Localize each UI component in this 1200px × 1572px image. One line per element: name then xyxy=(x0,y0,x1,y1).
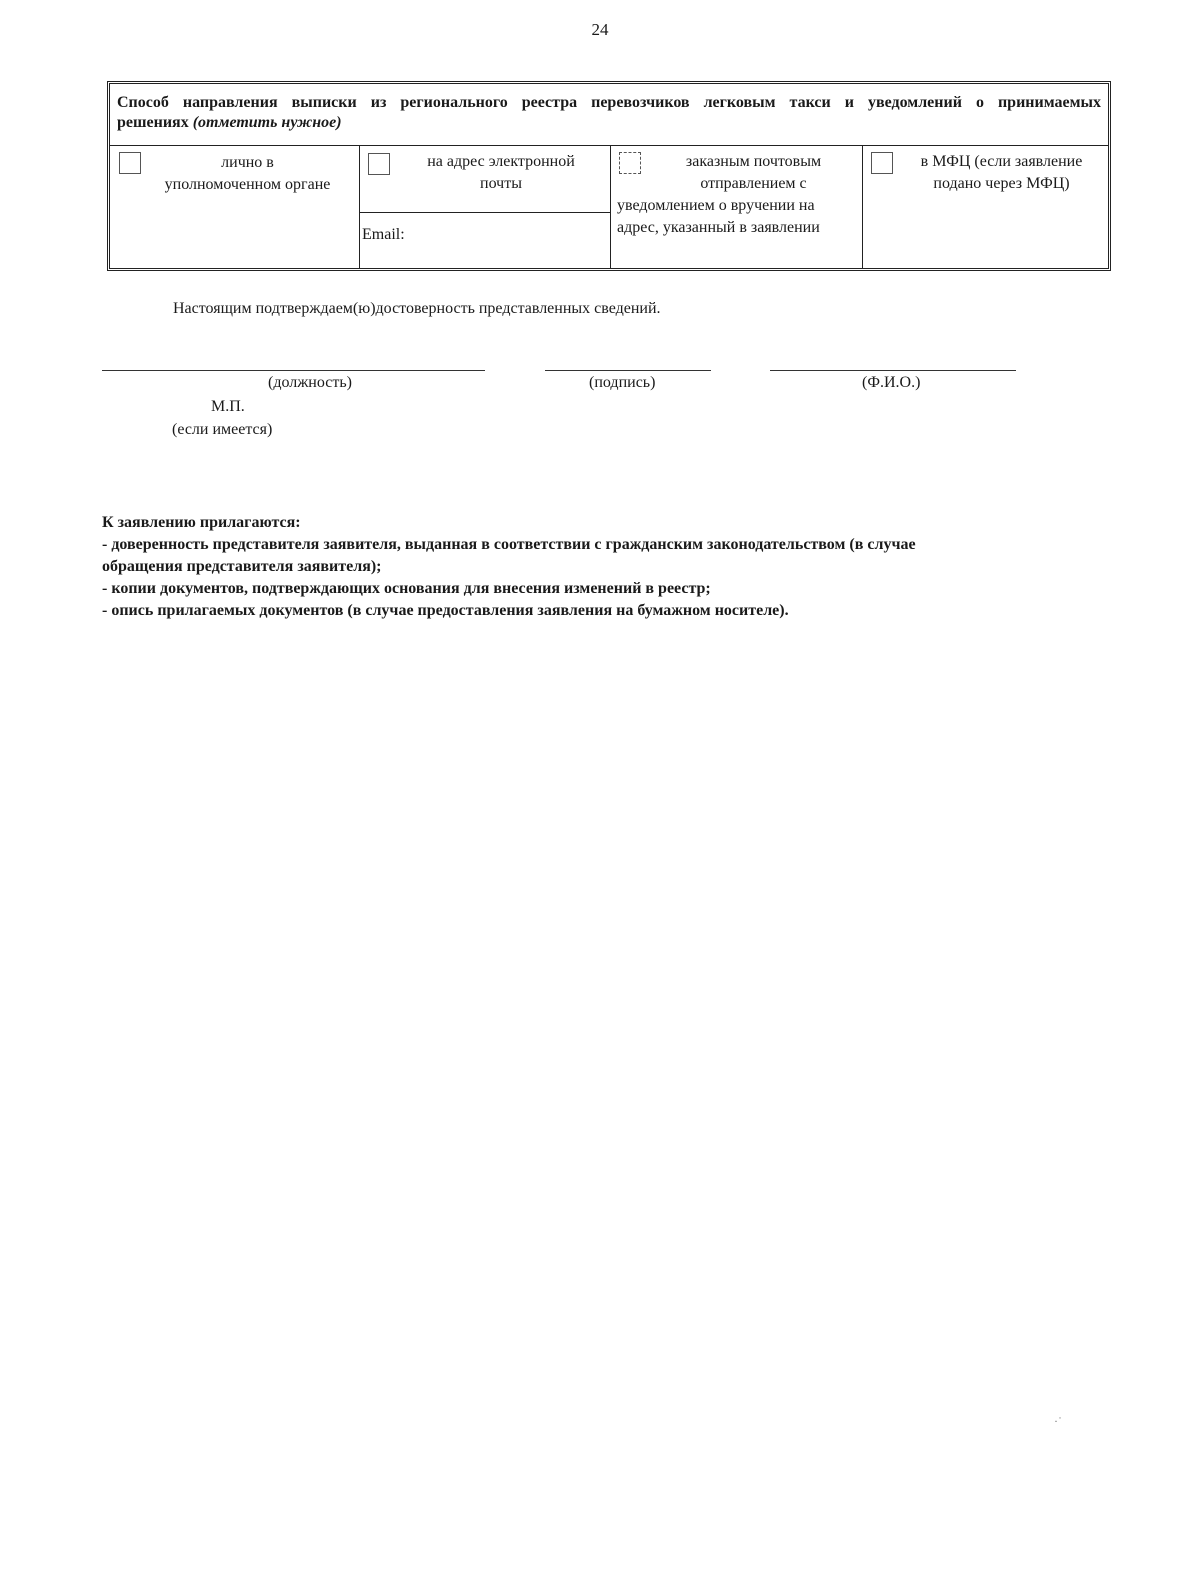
table-header xyxy=(110,84,1108,146)
email-divider xyxy=(360,212,610,213)
checkbox-icon[interactable] xyxy=(871,152,893,174)
stamp-note: (если имеется) xyxy=(172,421,273,438)
option-mail-line-3: уведомлением о вручении на xyxy=(617,197,815,214)
attachment-item: - доверенность представителя заявителя, выданная в соответствии с гражданским законодательством (в случае xyxy=(102,536,916,553)
option-mail-line-2: отправлением с xyxy=(700,175,807,192)
option-in-person-line-1: лично в xyxy=(221,154,274,171)
delivery-method-table xyxy=(107,81,1111,271)
attachments-list xyxy=(102,512,1112,622)
position-label: (должность) xyxy=(268,374,352,391)
option-email-label xyxy=(398,151,604,195)
scan-speck: ·˙ xyxy=(1054,1414,1062,1428)
signature-label: (подпись) xyxy=(589,374,656,391)
option-registered-mail xyxy=(611,146,863,268)
checkbox-icon[interactable] xyxy=(119,152,141,174)
option-mfc xyxy=(863,146,1108,268)
attachment-item: - копии документов, подтверждающих основания для внесения изменений в реестр; xyxy=(102,580,711,597)
page-number: 24 xyxy=(591,20,609,39)
option-in-person xyxy=(110,146,360,268)
option-mfc-label xyxy=(899,151,1104,195)
confirmation-text: Настоящим подтверждаем(ю)достоверность представленных сведений. xyxy=(173,300,661,317)
table-header-note: (отметить нужное) xyxy=(192,114,342,131)
email-field[interactable]: Email: xyxy=(362,226,405,243)
signature-line[interactable] xyxy=(545,370,711,371)
name-label: (Ф.И.О.) xyxy=(862,374,921,391)
option-in-person-line-2: уполномоченном органе xyxy=(164,176,331,193)
option-mfc-line-1: в МФЦ (если заявление xyxy=(920,153,1083,170)
stamp-label: М.П. xyxy=(211,398,245,415)
option-email xyxy=(360,146,611,268)
option-email-line-2: почты xyxy=(480,175,522,192)
option-mfc-line-2: подано через МФЦ) xyxy=(933,175,1070,192)
option-mail-line-1: заказным почтовым xyxy=(685,153,822,170)
attachment-item: обращения представителя заявителя); xyxy=(102,558,382,575)
attachment-item: - опись прилагаемых документов (в случае предоставления заявления на бумажном носителе). xyxy=(102,602,789,619)
option-email-line-1: на адрес электронной xyxy=(427,153,575,170)
option-in-person-label xyxy=(140,152,355,196)
name-line[interactable] xyxy=(770,370,1016,371)
option-registered-mail-label xyxy=(611,151,862,239)
checkbox-icon[interactable] xyxy=(368,153,390,175)
table-header-text: Способ направления выписки из регионального реестра перевозчиков легковым такси и уведомлений о принимаемых решениях xyxy=(117,94,1101,131)
option-mail-line-4: адрес, указанный в заявлении xyxy=(617,219,820,236)
position-line[interactable] xyxy=(102,370,485,371)
attachments-title: К заявлению прилагаются: xyxy=(102,514,301,531)
